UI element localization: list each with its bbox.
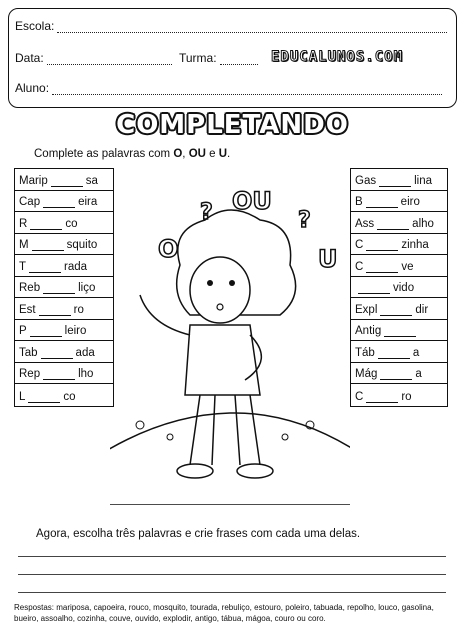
word-blank[interactable] [41, 350, 73, 359]
student-row [15, 81, 442, 95]
word-end: ada [75, 346, 95, 359]
word-end: co [63, 390, 76, 403]
word-cell[interactable] [351, 320, 447, 342]
word-blank[interactable] [358, 285, 390, 294]
word-end: eira [78, 196, 98, 208]
word-blank[interactable] [380, 307, 412, 316]
word-blank[interactable] [43, 199, 75, 208]
shoe-right [237, 464, 273, 478]
word-cell[interactable] [351, 169, 447, 191]
class-field[interactable] [220, 54, 258, 65]
word-end: lina [414, 174, 432, 187]
word-blank[interactable] [51, 178, 83, 187]
word-end: ve [401, 260, 414, 273]
word-blank[interactable] [28, 394, 60, 403]
word-cell[interactable] [15, 341, 113, 363]
instruction-sep: , [182, 148, 189, 160]
question-mark: ? [298, 208, 311, 233]
word-end: lho [78, 368, 94, 380]
word-cell[interactable] [15, 255, 113, 277]
word-start: M [19, 239, 29, 251]
word-end: leiro [64, 325, 87, 337]
date-field[interactable] [47, 54, 172, 65]
face [190, 257, 250, 323]
shoe-left [177, 464, 213, 478]
word-end: a [412, 346, 420, 359]
word-end: co [65, 217, 78, 230]
word-start: C [355, 239, 364, 251]
word-cell[interactable] [15, 191, 113, 213]
educalunos-logo: EDUCALUNOS.COM [271, 49, 404, 65]
word-start: Gas [355, 174, 377, 187]
word-start: Táb [355, 346, 375, 359]
word-cell[interactable] [15, 384, 113, 406]
instruction-end: . [227, 148, 231, 160]
student-field[interactable] [52, 84, 442, 95]
word-blank[interactable] [384, 328, 416, 337]
word-start: Reb [19, 282, 41, 294]
word-end: ro [401, 390, 412, 403]
instruction-text: Complete as palavras com [34, 148, 174, 160]
word-blank[interactable] [380, 371, 412, 380]
word-blank[interactable] [29, 264, 61, 273]
instruction [34, 148, 230, 160]
word-start: Expl [355, 303, 378, 316]
flowers [110, 421, 350, 451]
writing-line[interactable] [18, 592, 446, 593]
word-end: sa [85, 174, 98, 187]
word-start: P [19, 325, 27, 337]
word-start: L [19, 390, 26, 403]
school-label: Escola: [15, 19, 55, 33]
word-cell[interactable] [351, 384, 447, 406]
word-end: rada [64, 260, 88, 273]
letter-o: O [158, 235, 179, 263]
answers-text: Respostas: mariposa, capoeira, rouco, mosquito, tourada, rebuliço, estouro, poleiro, tabuada, repolho, louco, gasolina, bueiro, assoalho, cozinha, couve, ouvido, explodir, antigo, tábua, mágoa, couro ou coro. [14, 603, 434, 623]
header-box [8, 8, 457, 108]
word-blank[interactable] [379, 178, 411, 187]
legs [190, 395, 260, 465]
word-blank[interactable] [378, 350, 410, 359]
word-cell[interactable] [15, 320, 113, 342]
word-end: vido [393, 282, 415, 294]
word-start: B [355, 196, 363, 208]
word-blank[interactable] [366, 394, 398, 403]
word-blank[interactable] [32, 242, 64, 251]
word-blank[interactable] [377, 221, 409, 230]
word-blank[interactable] [30, 328, 62, 337]
word-blank[interactable] [43, 371, 75, 380]
word-start: T [19, 260, 27, 273]
word-cell[interactable] [351, 255, 447, 277]
question-mark: ? [200, 200, 213, 225]
word-blank[interactable] [39, 307, 71, 316]
word-blank[interactable] [366, 199, 398, 208]
word-cell[interactable] [351, 191, 447, 213]
word-cell[interactable] [15, 234, 113, 256]
word-start: Marip [19, 174, 48, 187]
page-title: COMPLETANDO [116, 110, 349, 140]
student-label: Aluno: [15, 81, 50, 95]
raised-arm [140, 295, 190, 335]
left-word-column [14, 168, 114, 407]
word-cell[interactable] [351, 298, 447, 320]
right-word-column [350, 168, 448, 407]
word-start: R [19, 217, 28, 230]
word-start: Antig [355, 325, 382, 337]
writing-line[interactable] [18, 574, 446, 575]
word-cell[interactable] [15, 363, 113, 385]
word-start: Tab [19, 346, 38, 359]
instruction-ou: OU [188, 148, 206, 160]
writing-line[interactable] [18, 556, 446, 557]
instruction-sep: e [205, 148, 219, 160]
word-cell[interactable] [15, 169, 113, 191]
word-cell[interactable] [351, 341, 447, 363]
sentence-prompt: Agora, escolha três palavras e crie frases com cada uma delas. [36, 528, 361, 540]
word-end: zinha [401, 239, 429, 251]
word-blank[interactable] [366, 264, 398, 273]
confused-child-illustration [110, 175, 350, 505]
class-row [179, 51, 258, 65]
word-end: squito [66, 239, 98, 251]
word-blank[interactable] [30, 221, 62, 230]
body [185, 325, 260, 395]
date-row [15, 51, 172, 65]
word-end: eiro [400, 196, 420, 208]
date-label: Data: [15, 51, 44, 65]
school-row [15, 19, 447, 33]
word-start: C [355, 260, 364, 273]
word-blank[interactable] [366, 242, 398, 251]
instruction-o: O [173, 148, 183, 160]
word-cell[interactable] [15, 277, 113, 299]
word-start: Mág [355, 368, 378, 380]
word-start: Rep [19, 368, 41, 380]
word-cell[interactable] [351, 212, 447, 234]
word-cell[interactable] [351, 234, 447, 256]
word-start: C [355, 390, 364, 403]
word-cell[interactable] [15, 212, 113, 234]
word-end: ro [73, 303, 84, 316]
word-start: Est [19, 303, 36, 316]
word-end: a [415, 368, 422, 380]
class-label: Turma: [179, 51, 217, 65]
school-field[interactable] [57, 22, 447, 33]
word-start: Cap [19, 196, 41, 208]
word-start: Ass [355, 217, 375, 230]
word-cell[interactable] [15, 298, 113, 320]
letter-u: U [318, 245, 338, 273]
word-end: dir [415, 303, 429, 316]
word-cell[interactable] [351, 363, 447, 385]
letter-ou: OU [232, 187, 272, 215]
word-cell[interactable] [351, 277, 447, 299]
word-end: liço [78, 282, 96, 294]
word-blank[interactable] [43, 285, 75, 294]
instruction-u: U [218, 148, 228, 160]
word-end: alho [412, 217, 434, 230]
